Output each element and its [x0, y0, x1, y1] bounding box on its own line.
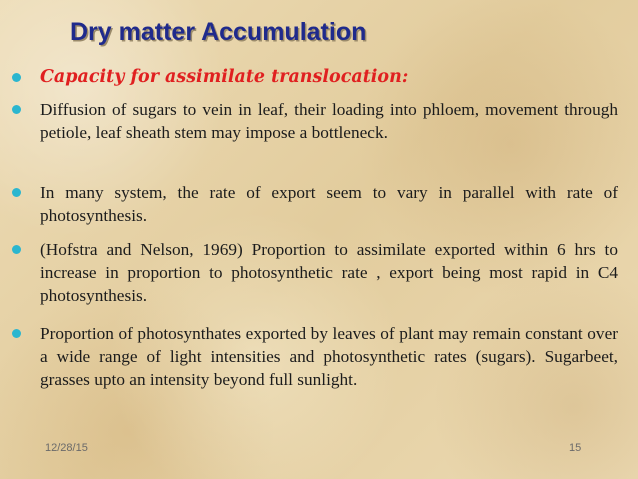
- slide-title: Dry matter Accumulation: [70, 18, 367, 46]
- bullet-icon: [12, 188, 21, 197]
- bullet-icon: [12, 73, 21, 82]
- bullet-icon: [12, 329, 21, 338]
- bullet-text: (Hofstra and Nelson, 1969) Proportion to assimilate exported within 6 hrs to increase in proportion to photosynthetic rate , export being most rapid in C4 photosynthesis.: [40, 240, 618, 305]
- bullet-text: Diffusion of sugars to vein in leaf, their loading into phloem, movement through petiole, leaf sheath stem may impose a bottleneck.: [40, 100, 618, 142]
- footer-date: 12/28/15: [45, 442, 88, 454]
- bullet-icon: [12, 105, 21, 114]
- bullet-subheading: Capacity for assimilate translocation:: [40, 67, 409, 87]
- bullet-icon: [12, 245, 21, 254]
- page-number: 15: [569, 442, 582, 454]
- bullet-text: In many system, the rate of export seem to vary in parallel with rate of photosynthesis.: [40, 183, 618, 225]
- bullet-text: Proportion of photosynthates exported by leaves of plant may remain constant over a wide range of light intensities and photosynthetic rates (sugars). Sugarbeet, grasses upto an intensity beyond full sunlight.: [40, 324, 618, 389]
